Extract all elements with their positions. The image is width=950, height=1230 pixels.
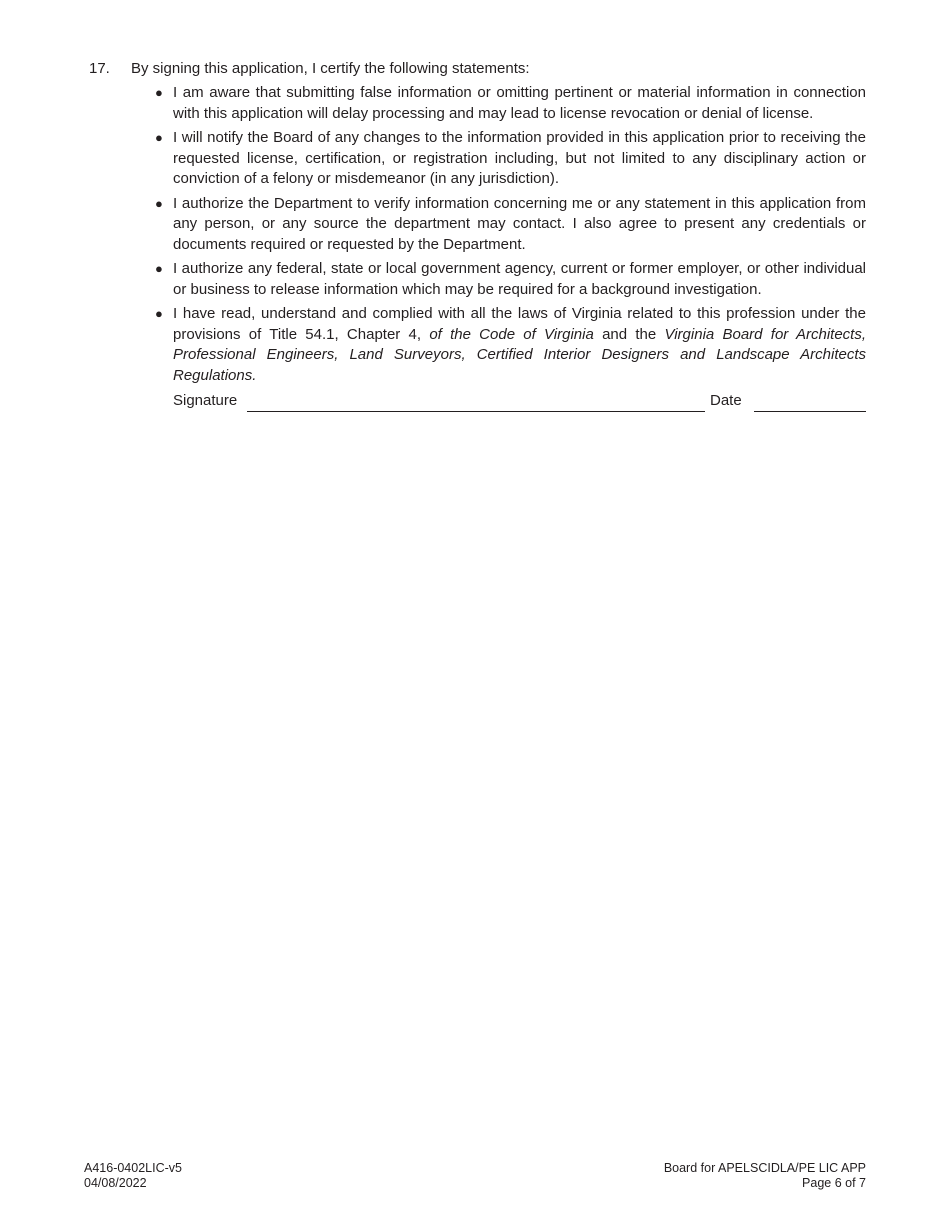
footer-left — [84, 1161, 182, 1190]
date-line[interactable] — [754, 411, 866, 412]
statement-laws-of-virginia — [155, 304, 866, 386]
statement-text-part: and the — [593, 325, 665, 343]
bullet-icon: ● — [155, 306, 163, 321]
item-number: 17. — [89, 60, 110, 77]
statement-authorize-verify — [155, 194, 866, 256]
statement-text-part: I have read, understand and complied with all the laws of Virginia related to this profession under the provisions of Title 54.1, Chapter 4, — [173, 305, 866, 343]
statement-italic-regulations: Virginia Board for Architects, Professional Engineers, Land Surveyors, Certified Interior Designers and Landscape Architects Regulations. — [173, 325, 866, 384]
form-id: A416-0402LIC-v5 — [84, 1161, 182, 1175]
statement-text: I authorize any federal, state or local government agency, current or former employer, or other individual or business to release information which may be required for a background investigation. — [173, 260, 866, 298]
signature-line[interactable] — [247, 411, 705, 412]
signature-label: Signature — [173, 392, 238, 409]
form-date: 04/08/2022 — [84, 1175, 147, 1190]
signature-row — [173, 391, 866, 415]
statement-text: I authorize the Department to verify information concerning me or any statement in this application from any person, or any source the department may contact. I also agree to present any credentials or documents required or requested by the Department. — [173, 194, 866, 253]
page-number: Page 6 of 7 — [802, 1175, 866, 1190]
board-name: Board for APELSCIDLA/PE LIC APP — [663, 1161, 866, 1175]
statement-notify-board — [155, 128, 866, 190]
certification-statements — [155, 83, 866, 390]
bullet-icon: ● — [155, 85, 163, 100]
bullet-icon: ● — [155, 195, 163, 211]
statement-text: I will notify the Board of any changes to the information provided in this application prior to receiving the requested license, certification, or registration including, but not limited to any disciplinary action or conviction of a felony or misdemeanor (in any jurisdiction). — [173, 129, 866, 187]
bullet-icon: ● — [155, 261, 163, 276]
statement-false-information — [155, 83, 866, 124]
statement-text — [173, 304, 866, 386]
statement-text: I am aware that submitting false information or omitting pertinent or material information in connection with this application will delay processing and may lead to license revocation or denial of license. — [173, 84, 866, 122]
footer-right — [664, 1161, 866, 1190]
statement-authorize-release — [155, 259, 866, 300]
date-label: Date — [710, 392, 742, 409]
item-lead-text: By signing this application, I certify the following statements: — [131, 60, 530, 77]
statement-italic-code: of the Code of Virginia — [429, 325, 594, 343]
bullet-icon: ● — [155, 130, 163, 145]
